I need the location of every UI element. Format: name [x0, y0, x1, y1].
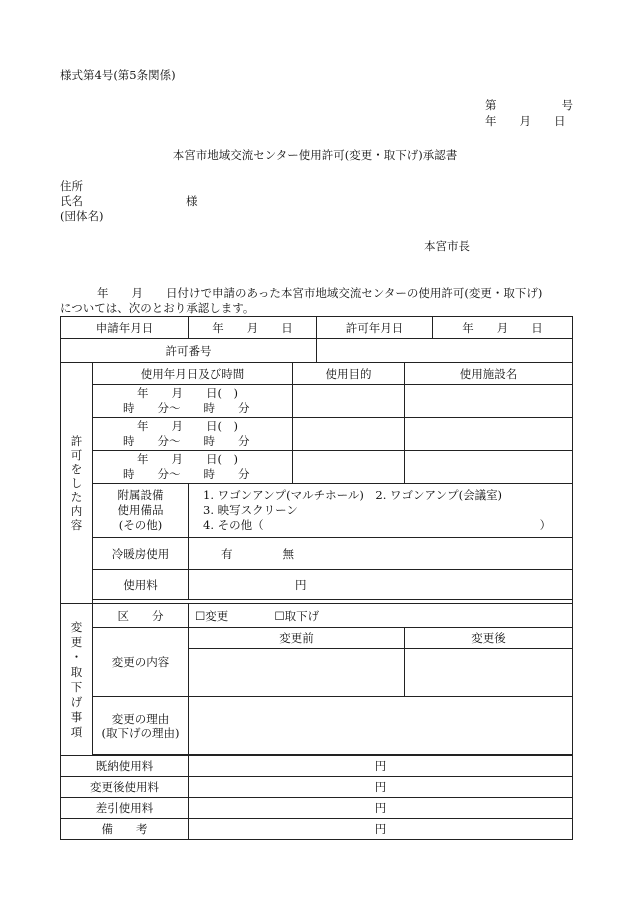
name-line	[60, 194, 198, 208]
col-facility-header: 使用施設名	[405, 363, 573, 385]
fee-yen: 円	[295, 577, 307, 592]
facility-cell-3[interactable]	[405, 451, 573, 484]
purpose-cell-1[interactable]	[293, 385, 405, 418]
body-text-line2: については、次のとおり承認します。	[60, 301, 255, 315]
col-purpose-header: 使用目的	[293, 363, 405, 385]
issue-date: 年 月 日	[485, 114, 566, 128]
change-section-label: 変 更 ・ 取 下 げ 事 項	[61, 604, 93, 756]
change-reason-label: 変更の理由 (取下げの理由)	[93, 697, 189, 755]
change-content-label: 変更の内容	[93, 628, 189, 697]
body-text-line1	[60, 286, 572, 300]
option-change-checkbox[interactable]: ☐変更	[195, 608, 229, 623]
equipment-item-4: 4. その他（ ）	[203, 518, 552, 532]
category-options[interactable]	[189, 604, 573, 628]
fee-label: 使用料	[93, 570, 189, 600]
option-withdraw-checkbox[interactable]: ☐取下げ	[274, 608, 320, 623]
aircon-no[interactable]: 無	[282, 546, 294, 561]
form-number: 様式第4号(第5条関係)	[60, 68, 176, 82]
document-number-prefix: 第	[485, 98, 497, 112]
honorific: 様	[186, 194, 198, 208]
remarks-label: 備 考	[61, 819, 189, 840]
change-reason-cell[interactable]	[189, 697, 573, 755]
name-label: 氏名	[60, 194, 83, 208]
diff-fee-label: 差引使用料	[61, 798, 189, 819]
datetime-row-1[interactable]: 年 月 日( ) 時 分～ 時 分	[93, 385, 293, 418]
issuer: 本宮市長	[424, 239, 470, 253]
aircon-yes[interactable]: 有	[221, 546, 233, 561]
body-text-line1-content: 年 月 日付けで申請のあった本宮市地域交流センターの使用許可(変更・取下げ)	[97, 286, 543, 300]
permit-date-value[interactable]: 年 月 日	[433, 317, 573, 339]
equipment-options[interactable]	[189, 484, 573, 538]
paid-fee-label: 既納使用料	[61, 756, 189, 777]
remarks-value[interactable]: 円	[189, 819, 573, 840]
permitted-content-section-label: 許 可 を し た 内 容	[61, 363, 93, 604]
datetime-row-3[interactable]: 年 月 日( ) 時 分～ 時 分	[93, 451, 293, 484]
document-title: 本宮市地域交流センター使用許可(変更・取下げ)承認書	[172, 148, 458, 162]
permit-number-label: 許可番号	[61, 339, 317, 363]
equipment-item-3: 3. 映写スクリーン	[203, 503, 298, 517]
aircon-label: 冷暖房使用	[93, 538, 189, 570]
new-fee-label: 変更後使用料	[61, 777, 189, 798]
paid-fee-value[interactable]: 円	[189, 756, 573, 777]
after-change-cell[interactable]	[405, 649, 573, 697]
permit-date-label: 許可年月日	[317, 317, 433, 339]
aircon-options[interactable]	[189, 538, 573, 570]
document-number	[485, 98, 573, 112]
purpose-cell-3[interactable]	[293, 451, 405, 484]
facility-cell-2[interactable]	[405, 418, 573, 451]
document-number-suffix: 号	[561, 98, 573, 112]
application-date-value[interactable]: 年 月 日	[189, 317, 317, 339]
datetime-row-2[interactable]: 年 月 日( ) 時 分～ 時 分	[93, 418, 293, 451]
application-date-label: 申請年月日	[61, 317, 189, 339]
group-label: (団体名)	[60, 209, 104, 223]
permit-number-value[interactable]	[317, 339, 573, 363]
facility-cell-1[interactable]	[405, 385, 573, 418]
approval-table	[60, 316, 573, 840]
after-change-header: 変更後	[405, 628, 573, 649]
before-change-header: 変更前	[189, 628, 405, 649]
col-datetime-header: 使用年月日及び時間	[93, 363, 293, 385]
before-change-cell[interactable]	[189, 649, 405, 697]
address-label: 住所	[60, 179, 83, 193]
diff-fee-value[interactable]: 円	[189, 798, 573, 819]
category-label: 区 分	[93, 604, 189, 628]
equipment-item-1-2: 1. ワゴンアンプ(マルチホール) 2. ワゴンアンプ(会議室)	[203, 488, 503, 502]
purpose-cell-2[interactable]	[293, 418, 405, 451]
equipment-label: 附属設備 使用備品 (その他)	[93, 484, 189, 538]
fee-value[interactable]	[189, 570, 573, 600]
new-fee-value[interactable]: 円	[189, 777, 573, 798]
